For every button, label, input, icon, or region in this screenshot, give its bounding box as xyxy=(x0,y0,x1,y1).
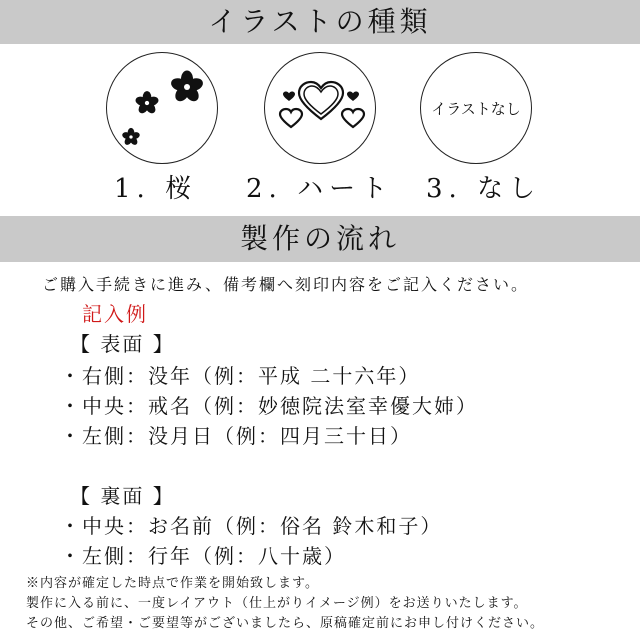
note-line: その他、ご希望・ご要望等がございましたら、原稿確定前にお申し付けください。 xyxy=(26,616,545,631)
sakura-icon xyxy=(107,53,218,164)
no-illustration-option-circle xyxy=(420,52,532,164)
back-item-center: ・中央：お名前（例：俗名 鈴木和子） xyxy=(60,514,443,538)
note-line: ※内容が確定した時点で作業を開始致します。 xyxy=(26,576,319,591)
front-item-center: ・中央：戒名（例：妙徳院法室幸優大姉） xyxy=(60,394,478,418)
process-title: 製作の流れ xyxy=(239,222,400,255)
no-illustration-circle-text: イラストなし xyxy=(431,99,521,118)
process-intro: ご購入手続きに進み、備考欄へ刻印内容をご記入ください。 xyxy=(42,275,529,294)
heart-icon xyxy=(265,53,376,164)
note-line: 製作に入る前に、一度レイアウト（仕上がりイメージ例）をお送りいたします。 xyxy=(26,596,528,611)
front-heading: 【 表面 】 xyxy=(70,332,175,356)
back-heading: 【 裏面 】 xyxy=(70,484,175,508)
heart-option-caption: 2. ハート xyxy=(246,174,394,204)
heart-option-circle xyxy=(264,52,376,164)
process-banner xyxy=(0,216,640,262)
back-item-left: ・左側：行年（例：八十歳） xyxy=(60,544,346,568)
none-option-caption: 3. なし xyxy=(426,174,542,204)
example-title: 記入例 xyxy=(82,302,148,326)
illustration-types-title: イラストの種類 xyxy=(208,5,432,38)
illustration-types-banner xyxy=(0,0,640,44)
notes-block xyxy=(26,574,544,634)
front-item-left: ・左側：没月日（例：四月三十日） xyxy=(60,424,412,448)
sakura-option-circle xyxy=(106,52,218,164)
sakura-option-caption: 1. 桜 xyxy=(114,174,198,204)
front-item-right: ・右側：没年（例：平成 二十六年） xyxy=(60,364,421,388)
